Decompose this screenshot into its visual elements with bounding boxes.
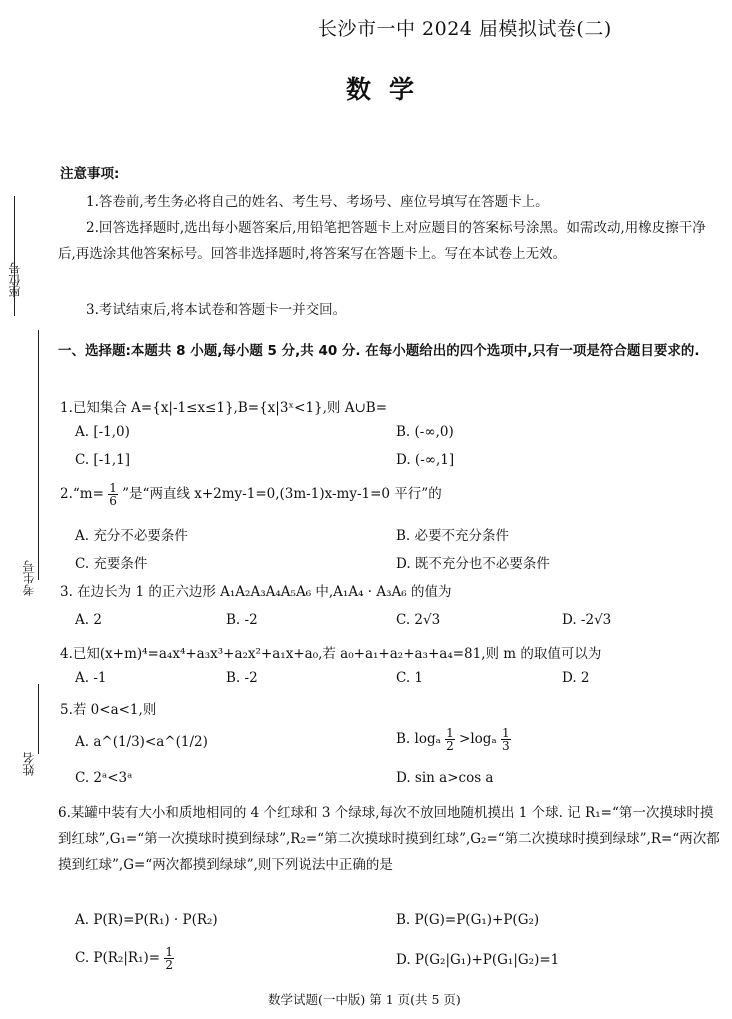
- notice-item-3: 3.考试结束后,将本试卷和答题卡一并交回。: [86, 302, 347, 318]
- name-line: [38, 684, 39, 754]
- q6-c-frac-den: 2: [165, 958, 173, 972]
- q5-b-frac1: [445, 727, 455, 752]
- q5-option-b: [396, 727, 511, 752]
- notice-heading: 注意事项:: [60, 166, 120, 182]
- name-label: 姓名: [22, 752, 36, 776]
- q3-option-b: B. -2: [226, 612, 258, 628]
- q5-b-frac1-num: 1: [446, 726, 454, 740]
- exam-title: 长沙市一中 2024 届模拟试卷(二): [318, 18, 612, 40]
- q1-option-a: A. [-1,0): [75, 424, 130, 440]
- q5-b-frac2: [501, 727, 511, 752]
- q1-stem: 1.已知集合 A={x|-1≤x≤1},B={x|3ˣ<1},则 A∪B=: [60, 400, 387, 416]
- q2-stem: [60, 482, 442, 507]
- q5-b-frac2-den: 3: [501, 739, 510, 753]
- q4-option-a: A. -1: [75, 670, 107, 686]
- q6-option-a: A. P(R)=P(R₁) · P(R₂): [75, 912, 218, 928]
- section-heading: 一、选择题:本题共 8 小题,每小题 5 分,共 40 分. 在每小题给出的四个选项中,只有一项是符合题目要求的.: [58, 343, 700, 359]
- notice-item-1: 1.答卷前,考生务必将自己的姓名、考生号、考场号、座位号填写在答题卡上。: [86, 194, 549, 210]
- examno-line: [38, 330, 39, 580]
- q2-frac-den: 6: [109, 494, 117, 508]
- q1-option-b: B. (-∞,0): [396, 424, 454, 440]
- page-footer: 数学试题(一中版) 第 1 页(共 5 页): [268, 992, 461, 1007]
- notice-item-2: 2.回答选择题时,选出每小题答案后,用铅笔把答题卡上对应题目的答案标号涂黑。如需改动,用橡皮擦干净后,再选涂其他答案标号。回答非选择题时,将答案写在答题卡上。写在本试卷上无效。: [58, 220, 706, 262]
- q6-option-d: D. P(G₂|G₁)+P(G₁|G₂)=1: [396, 952, 560, 968]
- q2-stem-post: ”是“两直线 x+2my-1=0,(3m-1)x-my-1=0 平行”的: [122, 486, 442, 502]
- q5-option-c: C. 2ᵃ<3ᵃ: [75, 770, 133, 786]
- q5-stem: 5.若 0<a<1,则: [60, 702, 157, 718]
- q2-fraction: [108, 482, 118, 507]
- q1-option-c: C. [-1,1]: [75, 452, 130, 468]
- q2-option-a: A. 充分不必要条件: [75, 528, 188, 544]
- q4-option-c: C. 1: [396, 670, 424, 686]
- q5-option-a: A. a^(1/3)<a^(1/2): [75, 734, 208, 750]
- q6-option-b: B. P(G)=P(G₁)+P(G₂): [396, 912, 540, 928]
- q3-option-c: C. 2√3: [396, 612, 441, 628]
- q2-option-d: D. 既不充分也不必要条件: [396, 556, 550, 572]
- seat-label: 座位号: [8, 262, 22, 298]
- q3-option-a: A. 2: [75, 612, 102, 628]
- q5-b-pre: B. logₐ: [396, 731, 441, 747]
- q3-stem: 3. 在边长为 1 的正六边形 A₁A₂A₃A₄A₅A₆ 中,A₁A₄ · A₃A₆ 的值为: [60, 584, 452, 600]
- q3-option-d: D. -2√3: [562, 612, 612, 628]
- q6-option-c: [75, 946, 174, 971]
- q6-c-frac-num: 1: [165, 945, 173, 959]
- q2-stem-pre: 2.“m=: [60, 486, 104, 502]
- q5-b-mid: >logₐ: [459, 731, 497, 747]
- q6-c-pre: C. P(R₂|R₁)=: [75, 950, 161, 966]
- q5-b-frac2-num: 1: [501, 726, 510, 740]
- q4-option-d: D. 2: [562, 670, 590, 686]
- q6-stem: 6.某罐中装有大小和质地相同的 4 个红球和 3 个绿球,每次不放回地随机摸出 1 个球. 记 R₁=“第一次摸球时摸到红球”,G₁=“第一次摸球时摸到绿球”,R₂=“第二次摸球时摸到红球”,G₂=“第二次摸球时摸到绿球”,R=“两次都摸到红球”,G=“两次都摸到绿球”,则下列说法中正确的是: [58, 805, 720, 873]
- q2-option-c: C. 充要条件: [75, 556, 148, 572]
- q1-option-d: D. (-∞,1]: [396, 452, 455, 468]
- q5-option-d: D. sin a>cos a: [396, 770, 494, 786]
- q6-c-frac: [164, 946, 174, 971]
- q5-b-frac1-den: 2: [446, 739, 454, 753]
- examno-label: 考生号: [22, 560, 36, 596]
- q4-option-b: B. -2: [226, 670, 258, 686]
- q2-frac-num: 1: [109, 481, 117, 495]
- q2-option-b: B. 必要不充分条件: [396, 528, 510, 544]
- q4-stem: 4.已知(x+m)⁴=a₄x⁴+a₃x³+a₂x²+a₁x+a₀,若 a₀+a₁+a₂+a₃+a₄=81,则 m 的取值可以为: [60, 646, 602, 662]
- seat-line: [14, 196, 15, 316]
- subject-title: 数学: [346, 75, 433, 104]
